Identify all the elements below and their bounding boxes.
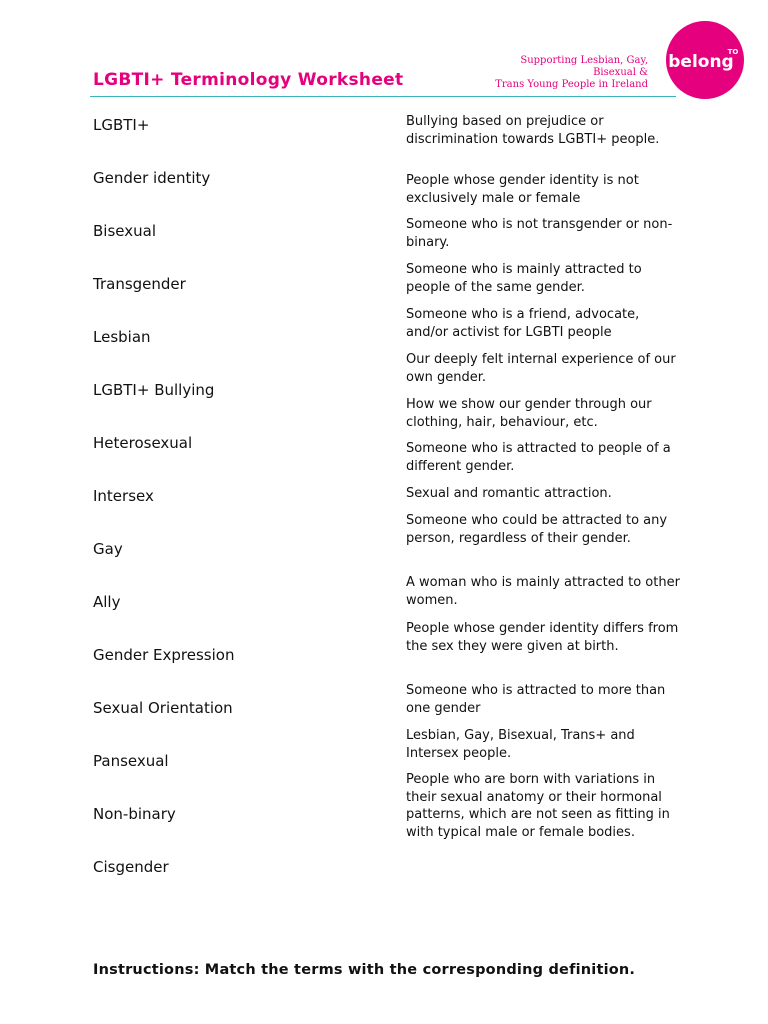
definition-item: A woman who is mainly attracted to other women. — [406, 575, 680, 608]
term-item: LGBTI+ — [93, 116, 150, 134]
tagline-line-2: Trans Young People in Ireland — [495, 79, 648, 90]
page-title: LGBTI+ Terminology Worksheet — [93, 70, 404, 90]
term-item: Sexual Orientation — [93, 699, 233, 717]
term-item: Pansexual — [93, 752, 169, 770]
definition-item: People who are born with variations in their sexual anatomy or their hormonal patterns, which are not seen as fitting in with typical male or female bodies. — [406, 772, 670, 840]
definition-item: People whose gender identity is not exclusively male or female — [406, 173, 639, 206]
term-item: Gender Expression — [93, 646, 235, 664]
term-item: Ally — [93, 593, 121, 611]
definition-item: People whose gender identity differs from the sex they were given at birth. — [406, 621, 679, 654]
logo-superscript: TO — [727, 48, 739, 56]
definition-item: Someone who could be attracted to any person, regardless of their gender. — [406, 513, 668, 546]
term-item: Intersex — [93, 487, 154, 505]
tagline — [478, 55, 648, 91]
definition-item: Someone who is mainly attracted to people of the same gender. — [406, 262, 642, 295]
definition-item: How we show our gender through our clothing, hair, behaviour, etc. — [406, 397, 652, 430]
term-item: LGBTI+ Bullying — [93, 381, 215, 399]
definition-item: Sexual and romantic attraction. — [406, 486, 612, 501]
term-item: Gender identity — [93, 169, 211, 187]
term-item: Lesbian — [93, 328, 151, 346]
title-underline — [90, 96, 676, 97]
term-item: Gay — [93, 540, 123, 558]
definition-item: Someone who is attracted to more than one gender — [406, 683, 666, 716]
tagline-line-1: Supporting Lesbian, Gay, Bisexual & — [520, 55, 648, 78]
definition-item: Someone who is a friend, advocate, and/or activist for LGBTI people — [406, 307, 640, 340]
definition-item: Someone who is attracted to people of a different gender. — [406, 441, 671, 474]
term-item: Bisexual — [93, 222, 156, 240]
definition-item: Someone who is not transgender or non-binary. — [406, 217, 673, 250]
logo-text: belong — [668, 52, 734, 72]
term-item: Heterosexual — [93, 434, 193, 452]
term-item: Transgender — [93, 275, 186, 293]
definition-item: Bullying based on prejudice or discrimination towards LGBTI+ people. — [406, 114, 660, 147]
instructions: Instructions: Match the terms with the corresponding definition. — [93, 962, 636, 978]
definition-item: Our deeply felt internal experience of our own gender. — [406, 352, 676, 385]
belongto-logo — [665, 20, 745, 100]
term-item: Cisgender — [93, 858, 169, 876]
term-item: Non-binary — [93, 805, 176, 823]
definition-item: Lesbian, Gay, Bisexual, Trans+ and Intersex people. — [406, 728, 635, 761]
